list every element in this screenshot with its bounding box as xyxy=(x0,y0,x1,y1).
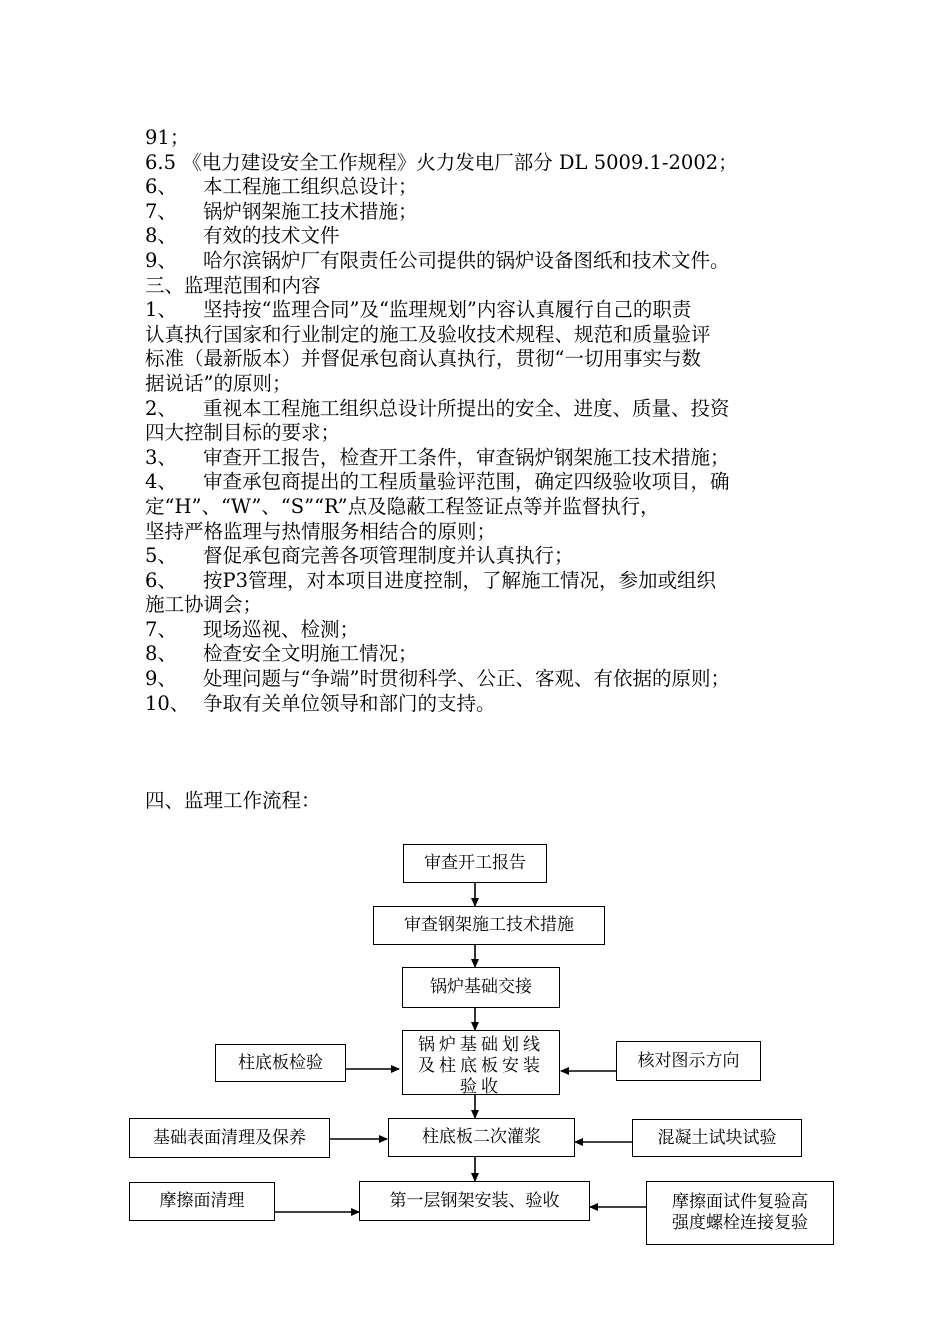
section-heading: 四、监理工作流程： xyxy=(145,789,321,813)
line-text: 三、监理范围和内容 xyxy=(145,273,321,297)
item-number: 3、 xyxy=(145,445,177,469)
line-text: 本工程施工组织总设计； xyxy=(203,175,418,199)
line-text: 据说话”的原则； xyxy=(145,371,292,395)
line-text: 施工协调会； xyxy=(145,593,263,617)
marking-line-3: 验收 xyxy=(460,1077,502,1095)
line-text: 定“H”、“W”、“S”“R”点及隐蔽工程签证点等并监督执行， xyxy=(145,494,660,518)
line-text: 认真执行国家和行业制定的施工及验收技术规程、规范和质量验评 xyxy=(145,322,711,346)
line-text: 有效的技术文件 xyxy=(203,224,340,248)
line-text: 哈尔滨锅炉厂有限责任公司提供的锅炉设备图纸和技术文件。 xyxy=(203,248,730,272)
flow-review-start-report: 审查开工报告 xyxy=(403,844,547,883)
line-text: 按P3管理，对本项目进度控制，了解施工情况，参加或组织 xyxy=(203,568,717,592)
line-text: 锅炉钢架施工技术措施； xyxy=(203,199,418,223)
flow-friction-surface-cleaning: 摩擦面清理 xyxy=(129,1182,275,1221)
flow-foundation-marking xyxy=(402,1030,560,1095)
item-number: 9、 xyxy=(145,248,177,272)
line-text: 审查承包商提出的工程质量验评范围，确定四级验收项目，确 xyxy=(203,470,730,494)
line-text: 处理问题与“争端”时贯彻科学、公正、客观、有依据的原则； xyxy=(203,667,730,691)
marking-line-1: 锅炉基础划线 xyxy=(418,1035,544,1055)
line-text: 四大控制目标的要求； xyxy=(145,421,341,445)
line-text: 争取有关单位领导和部门的支持。 xyxy=(203,691,496,715)
item-number: 7、 xyxy=(145,617,177,641)
item-number: 6、 xyxy=(145,568,177,592)
line-text: 督促承包商完善各项管理制度并认真执行； xyxy=(203,544,574,568)
line-text: 6.5 《电力建设安全工作规程》火力发电厂部分 DL 5009.1-2002； xyxy=(145,150,738,174)
item-number: 8、 xyxy=(145,224,177,248)
line-text: 坚持按“监理合同”及“监理规划”内容认真履行自己的职责 xyxy=(203,298,692,322)
flow-foundation-surface-cleaning: 基础表面清理及保养 xyxy=(129,1118,330,1158)
marking-line-2: 及柱底板安装 xyxy=(418,1056,544,1076)
flow-column-plate-inspection: 柱底板检验 xyxy=(215,1044,346,1082)
item-number: 5、 xyxy=(145,544,177,568)
line-text: 标准（最新版本）并督促承包商认真执行，贯彻“一切用事实与数 xyxy=(145,347,701,371)
line-text: 审查开工报告，检查开工条件，审查锅炉钢架施工技术措施； xyxy=(203,445,730,469)
line-text: 检查安全文明施工情况； xyxy=(203,642,418,666)
flow-friction-test xyxy=(646,1181,834,1245)
line-text: 重视本工程施工组织总设计所提出的安全、进度、质量、投资 xyxy=(203,396,730,420)
flow-check-direction: 核对图示方向 xyxy=(616,1041,761,1081)
item-number: 6、 xyxy=(145,175,177,199)
friction-test-line-1: 摩擦面试件复验高 xyxy=(672,1192,808,1212)
flow-concrete-block-test: 混凝土试块试验 xyxy=(632,1119,802,1157)
friction-test-line-2: 强度螺栓连接复验 xyxy=(672,1213,808,1233)
item-number: 8、 xyxy=(145,642,177,666)
item-number: 2、 xyxy=(145,396,177,420)
flow-first-layer-install: 第一层钢架安装、验收 xyxy=(359,1181,590,1221)
line-text: 现场巡视、检测； xyxy=(203,617,360,641)
flow-review-steel-measures: 审查钢架施工技术措施 xyxy=(373,906,605,945)
flow-secondary-grouting: 柱底板二次灌浆 xyxy=(388,1118,575,1157)
item-number: 10、 xyxy=(145,691,190,715)
item-number: 7、 xyxy=(145,199,177,223)
line-text: 91； xyxy=(145,126,190,149)
item-number: 4、 xyxy=(145,470,177,494)
item-number: 9、 xyxy=(145,667,177,691)
item-number: 1、 xyxy=(145,298,177,322)
line-text: 坚持严格监理与热情服务相结合的原则； xyxy=(145,519,497,543)
flow-foundation-handover: 锅炉基础交接 xyxy=(402,967,560,1008)
